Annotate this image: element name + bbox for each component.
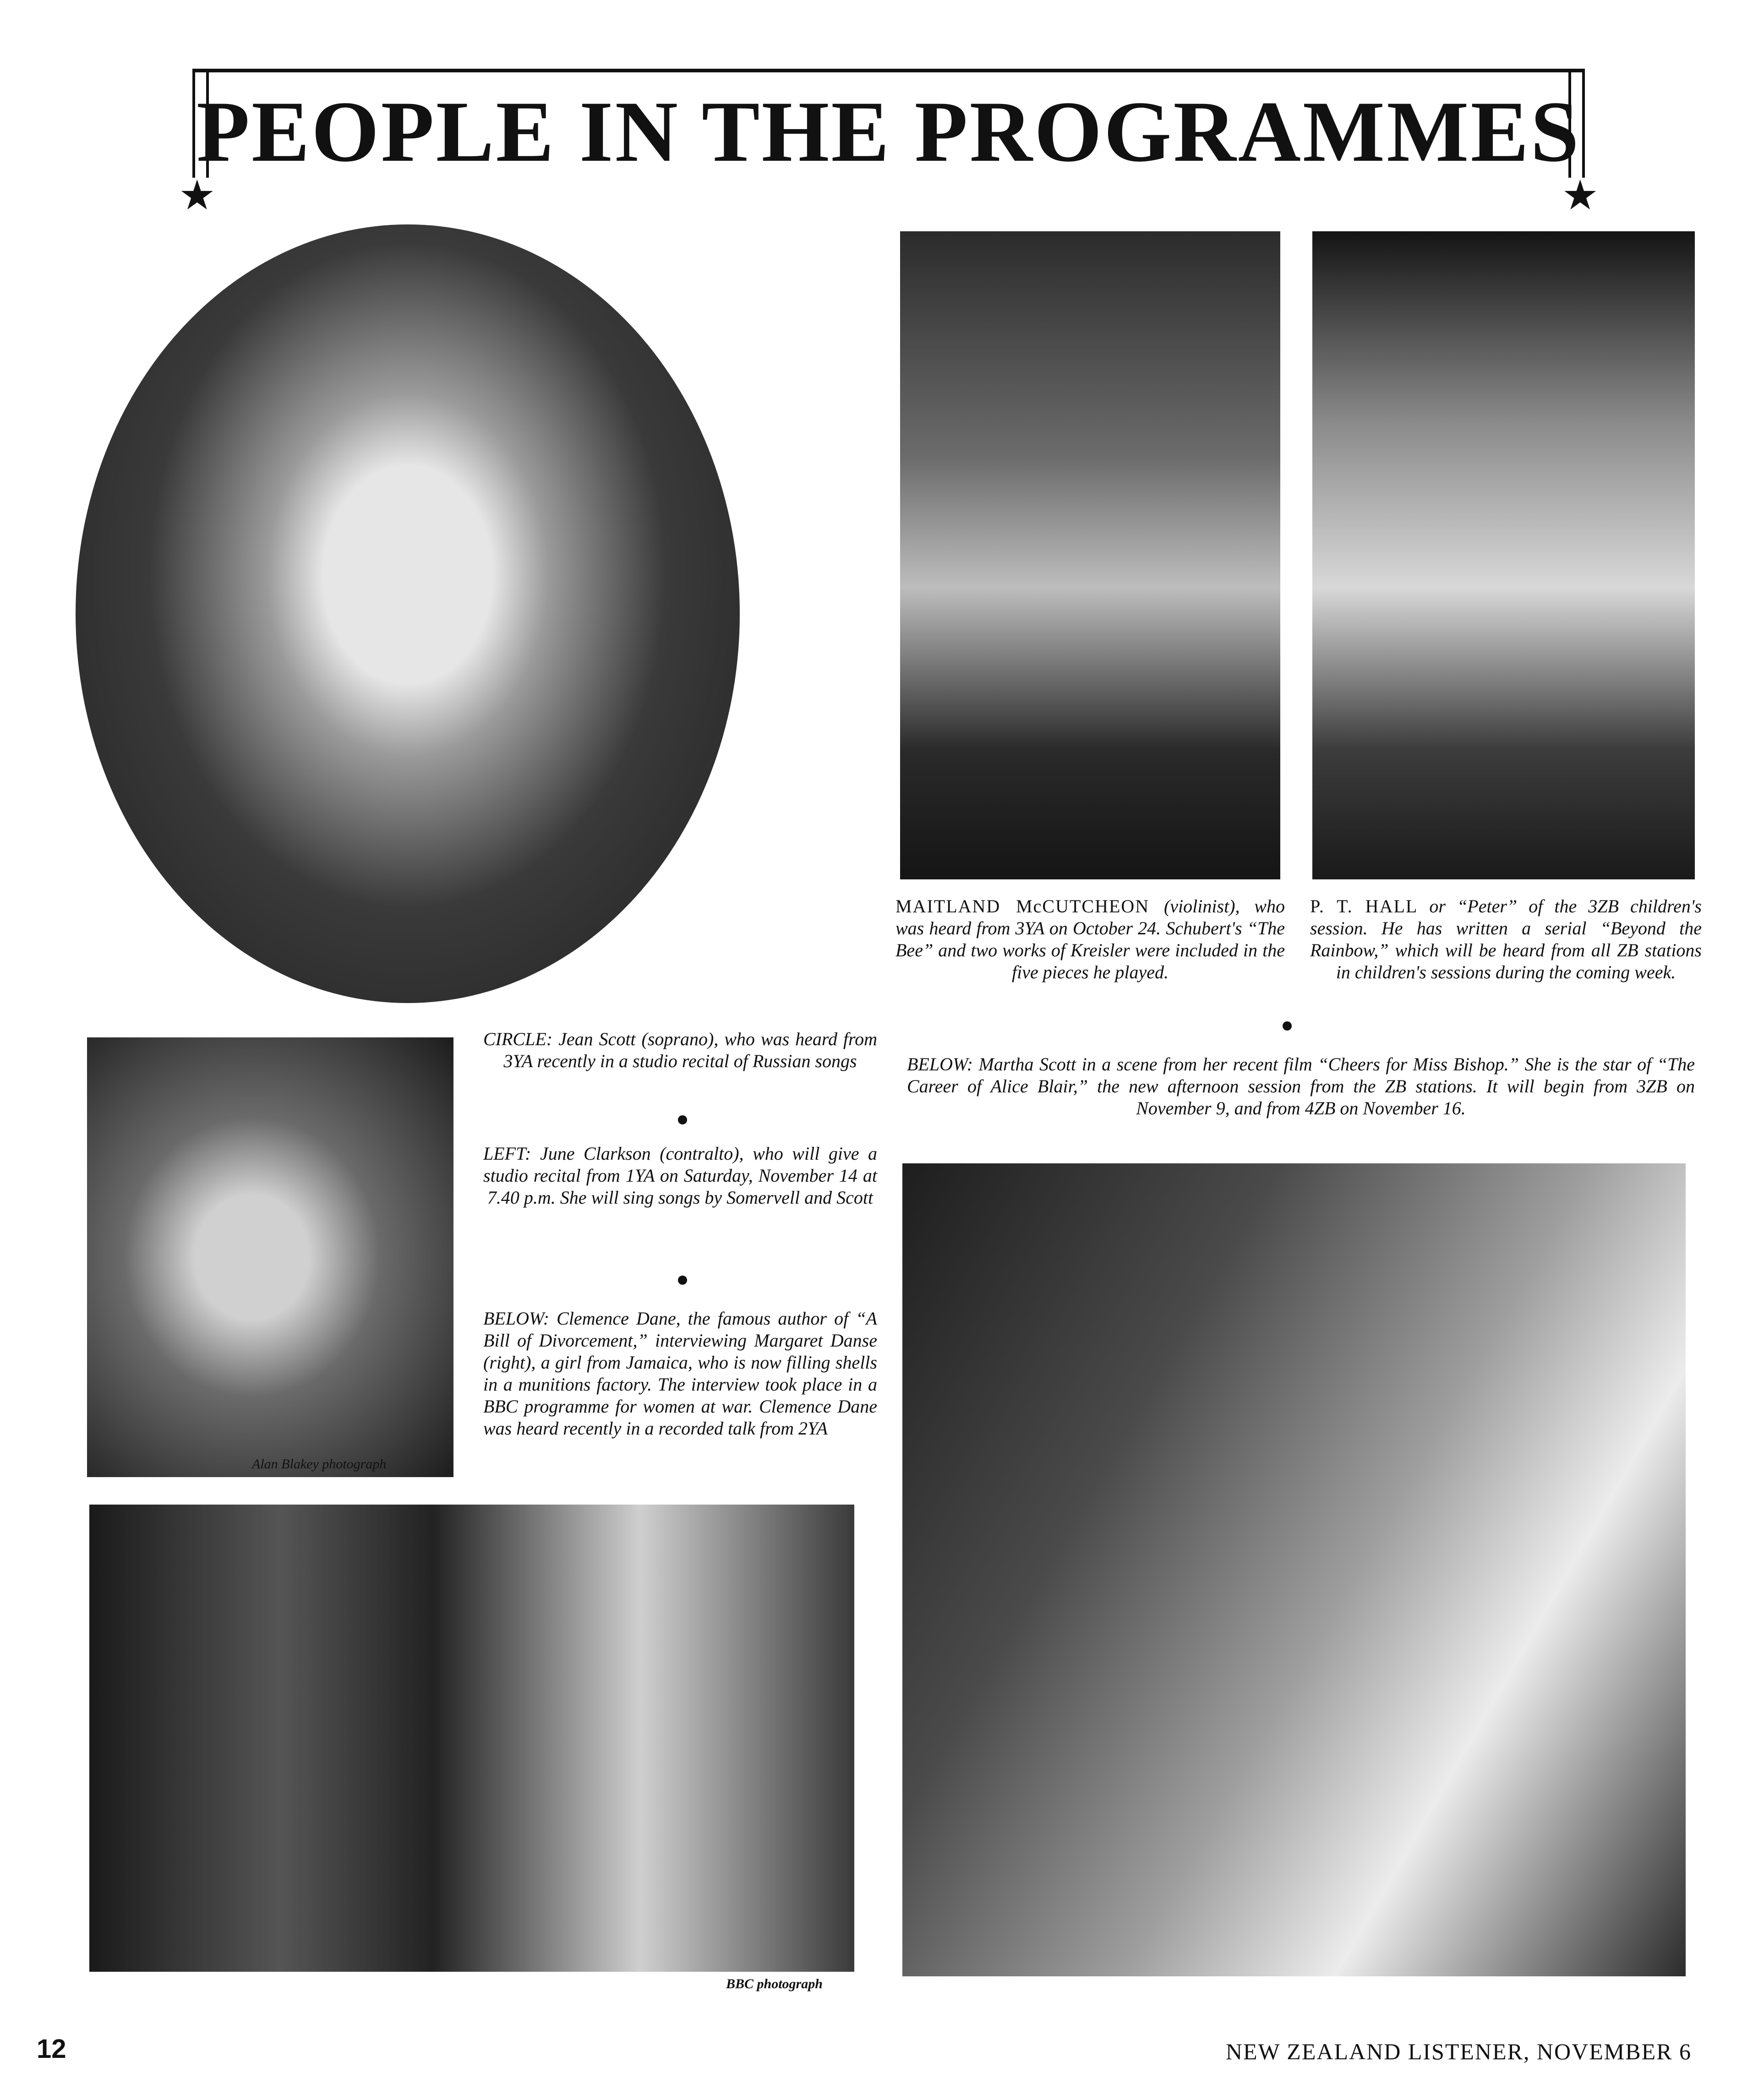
left-caption: LEFT: June Clarkson (contralto), who will give a studio recital from 1YA on Saturday, November 14 at 7.40 p.m. She will sing songs by Somervell and Scott <box>483 1143 877 1208</box>
june-clarkson-photo <box>87 1037 453 1477</box>
hall-caption <box>1310 895 1702 983</box>
circle-caption: CIRCLE: Jean Scott (soprano), who was heard from 3YA recently in a studio recital of Russian songs <box>483 1029 877 1071</box>
martha-scott-caption: BELOW: Martha Scott in a scene from her recent film “Cheers for Miss Bishop.” She is the star of “The Career of Alice Blair,” the new afternoon session from the ZB stations. It will begin from 3ZB on November 9, and from 4ZB on November 16. <box>907 1054 1695 1118</box>
bbc-credit: BBC photograph <box>726 1976 823 1991</box>
page-title: PEOPLE IN THE PROGRAMMES <box>197 84 1581 180</box>
mccutcheon-photo <box>900 231 1280 879</box>
mccutcheon-caption <box>896 895 1285 983</box>
page-number: 12 <box>37 2034 66 2064</box>
hall-photo <box>1312 231 1695 879</box>
hall-name: P. T. HALL <box>1310 896 1418 916</box>
mccutcheon-name: MAITLAND McCUTCHEON <box>896 896 1150 916</box>
jean-scott-photo <box>76 224 740 1003</box>
header-banner <box>179 69 1599 218</box>
separator-bullet <box>678 1115 687 1124</box>
below-left-caption: BELOW: Clemence Dane, the famous author of “A Bill of Divorcement,” interviewing Margaret Danse (right), a girl from Jamaica, who is now filling shells in a munitions factory. The interview took place in a BBC programme for women at war. Clemence Dane was heard recently in a recorded talk from 2YA <box>483 1308 877 1439</box>
star-icon: ★ <box>179 173 216 218</box>
alan-blakey-credit: Alan Blakey photograph <box>252 1456 387 1472</box>
separator-bullet <box>1283 1021 1292 1031</box>
star-icon: ★ <box>1562 173 1599 218</box>
publication-footer: NEW ZEALAND LISTENER, NOVEMBER 6 <box>1225 2039 1692 2064</box>
clemence-dane-photo <box>89 1505 854 1972</box>
martha-scott-photo <box>902 1163 1686 1976</box>
mccutcheon-text: (violinist), who was heard from 3YA on October 24. Schubert's “The Bee” and two works of Kreisler were included in the five pieces he played. <box>896 896 1285 982</box>
separator-bullet <box>678 1276 687 1285</box>
hall-text: or “Peter” of the 3ZB children's session. He has written a serial “Beyond the Rainbow,” which will be heard from all ZB stations in children's sessions during the coming week. <box>1310 896 1702 982</box>
